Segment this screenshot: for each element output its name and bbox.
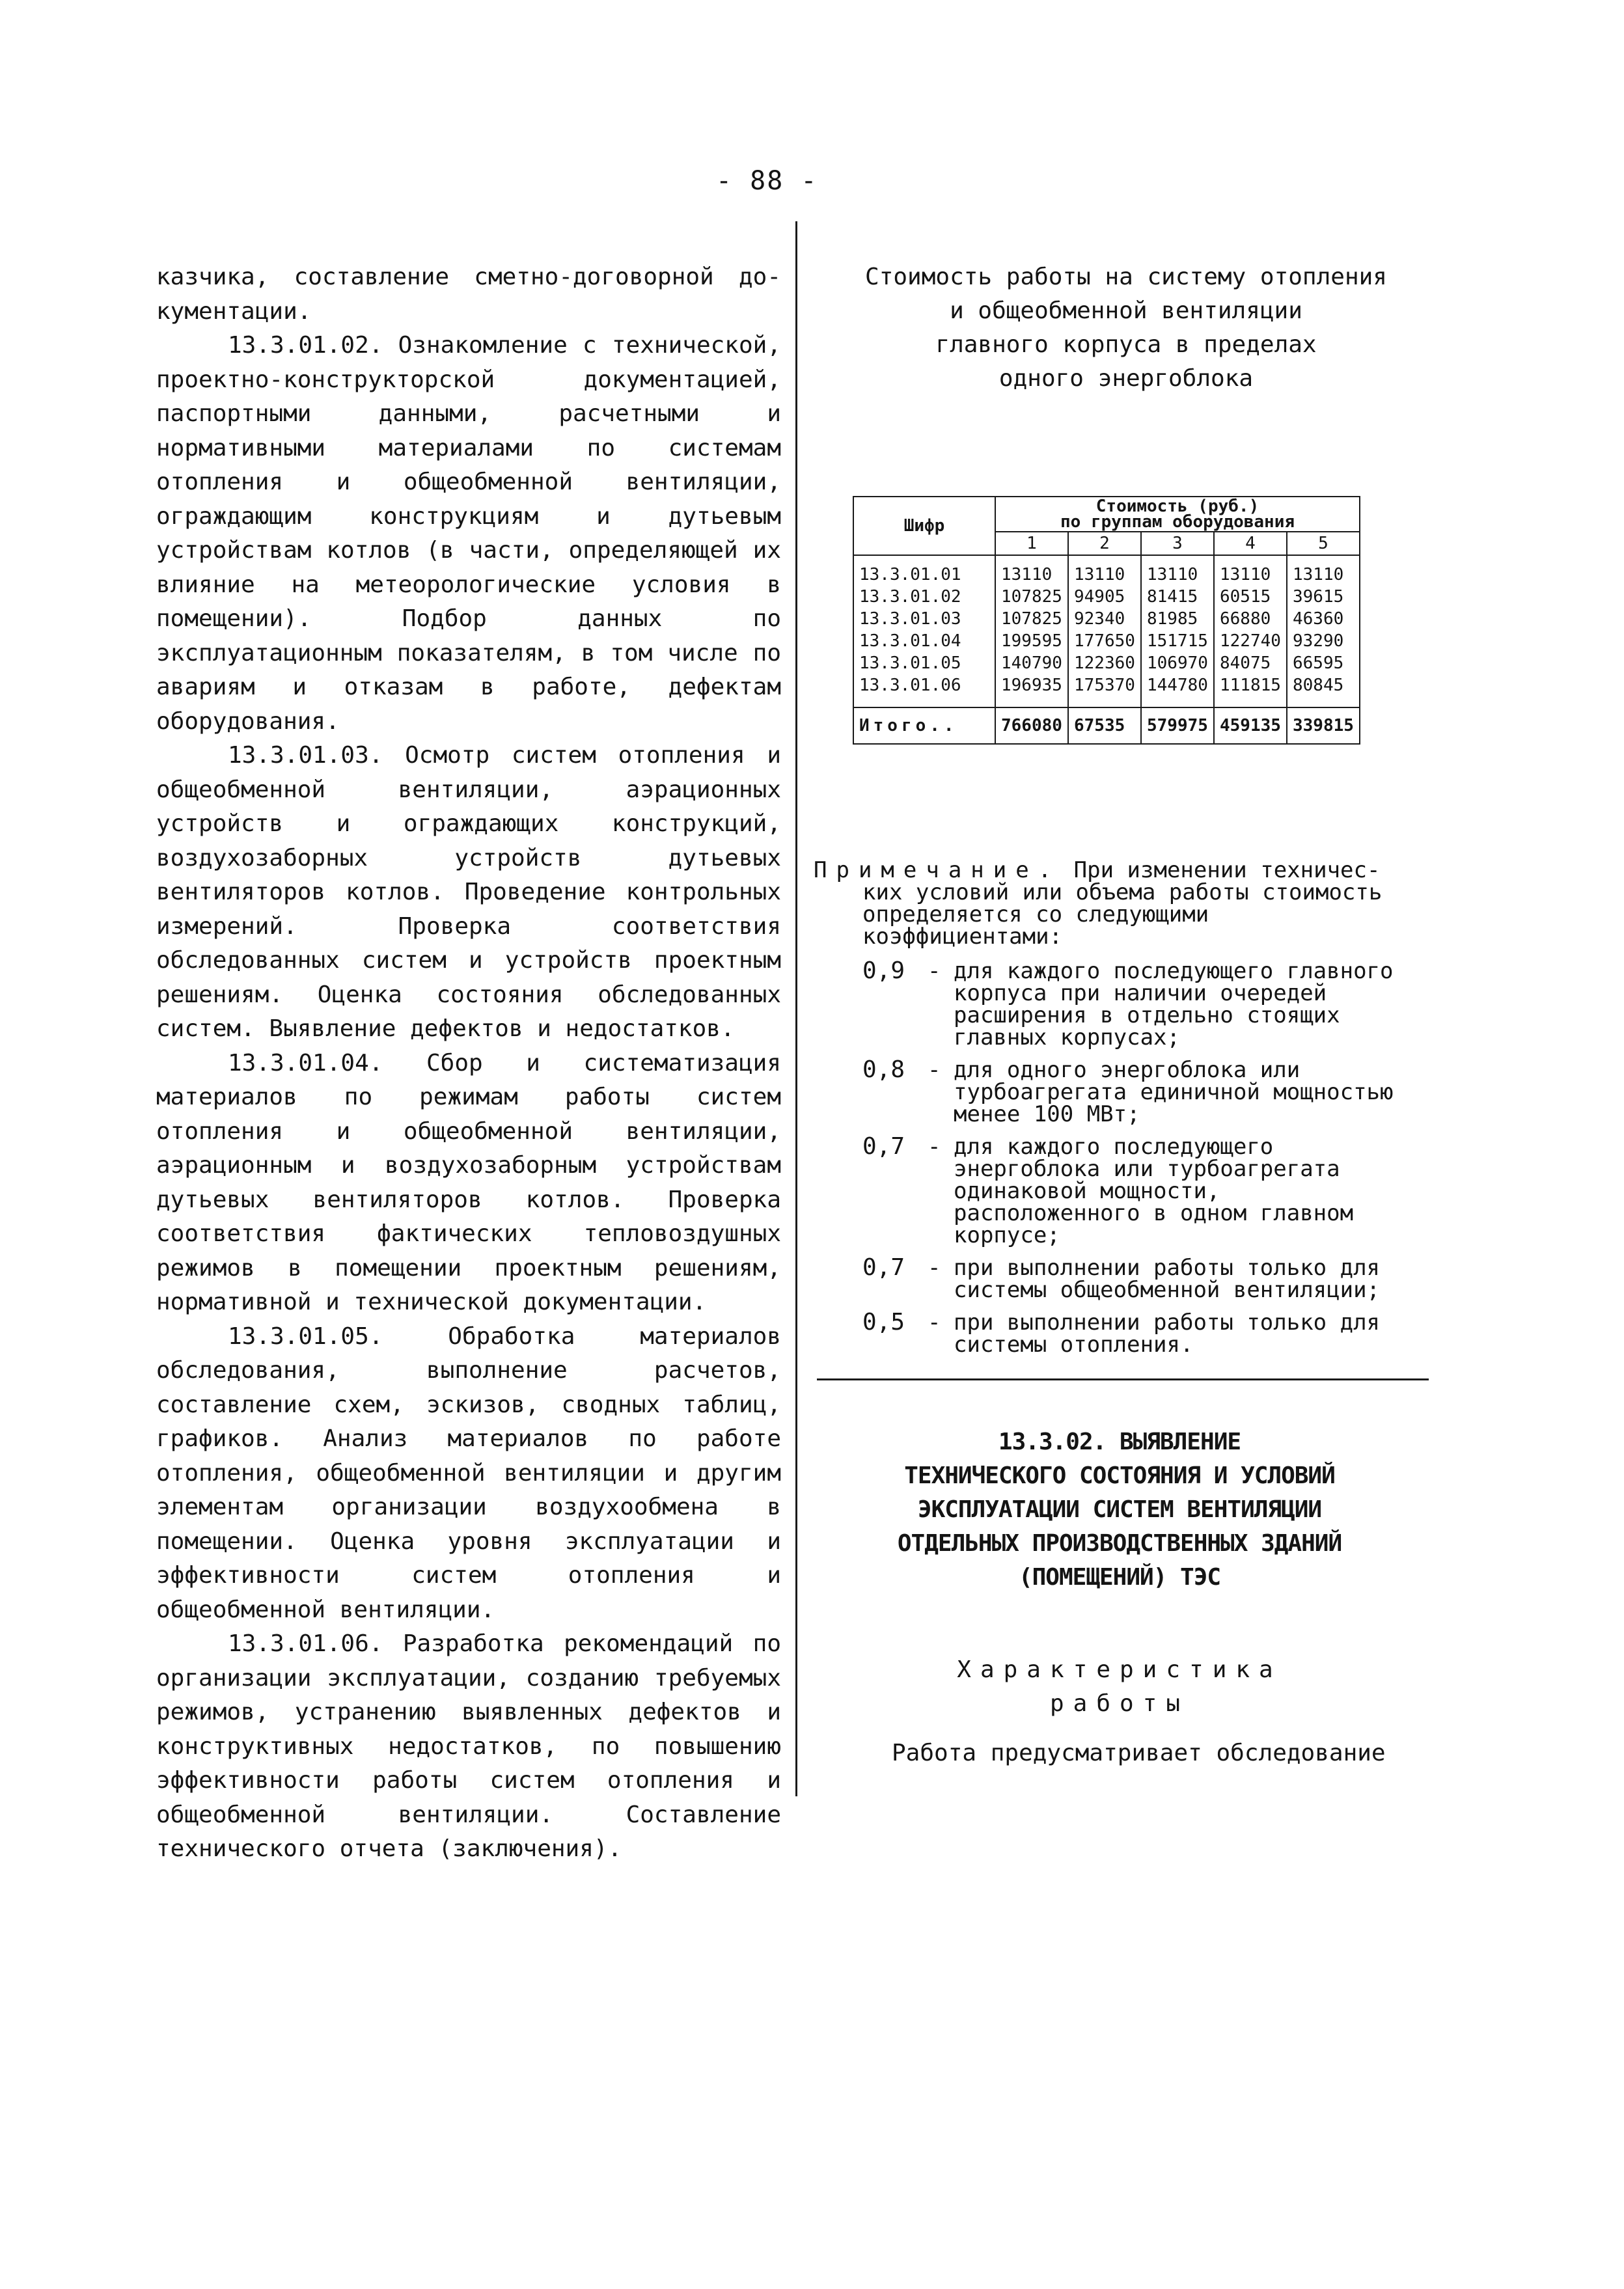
- paragraph-13-3-01-04: 13.3.01.04. Сбор и систематизация материалов по режимам работы систем отопления и общеобменной вентиляции, аэрационным и воздухозаборным устройствам дутьевых вентиляторов котлов. Проверка соответствия фактических тепловоздушных режимов в помещении проектным решениям, нормативной и технической документации.: [156, 1049, 781, 1315]
- note-lead: [814, 859, 1419, 948]
- coefficient-text: при выполнении работы только для системы общеобменной вентиляции;: [954, 1255, 1381, 1303]
- coefficient-text: для каждого последующего главного корпуса при наличии очередей расширения в отдельно стоящих главных корпусах;: [954, 958, 1394, 1050]
- table-cell: 144780: [1141, 674, 1214, 707]
- table-cell: 13110: [1068, 555, 1141, 586]
- table-title-line: Стоимость работы на систему отопления: [865, 264, 1387, 290]
- right-column: [814, 260, 1438, 1766]
- table-cell: 84075: [1214, 652, 1287, 674]
- characteristic-heading-line: Характеристика: [957, 1656, 1282, 1683]
- section-title-line: (ПОМЕЩЕНИЙ) ТЭС: [1018, 1564, 1221, 1591]
- coefficient-value: 0,7: [862, 1133, 905, 1160]
- section-title: [814, 1425, 1425, 1595]
- table-body: [853, 555, 1360, 707]
- coefficient-value: 0,5: [862, 1309, 905, 1336]
- coefficient-text: для одного энергоблока или турбоагрегата единичной мощностью менее 100 МВт;: [954, 1057, 1394, 1127]
- table-cell: 107825: [995, 608, 1068, 630]
- table-title-line: главного корпуса в пределах: [935, 331, 1317, 358]
- table-cell: 151715: [1141, 630, 1214, 652]
- characteristic-heading: [814, 1653, 1425, 1721]
- table-cell: 94905: [1068, 586, 1141, 608]
- coefficient-item: 0,5 - при выполнении работы только для системы отопления.: [862, 1311, 1419, 1356]
- row-code: 13.3.01.02: [853, 586, 995, 608]
- total-cell: 339815: [1287, 707, 1360, 744]
- table-cell: 13110: [1214, 555, 1287, 586]
- table-row: [853, 630, 1360, 652]
- coefficient-item: 0,7 - при выполнении работы только для системы общеобменной вентиляции;: [862, 1257, 1419, 1301]
- group-number: 4: [1214, 532, 1287, 555]
- table-cell: 93290: [1287, 630, 1360, 652]
- table-cell: 177650: [1068, 630, 1141, 652]
- coefficient-text: при выполнении работы только для системы отопления.: [954, 1309, 1381, 1358]
- total-cell: 766080: [995, 707, 1068, 744]
- table-title-line: одного энергоблока: [998, 365, 1254, 392]
- table-row: [853, 586, 1360, 608]
- total-cell: 579975: [1141, 707, 1214, 744]
- note-lead-first: При изменении техничес-: [1073, 857, 1381, 883]
- coefficient-text: для каждого последующего энергоблока или турбоагрегата одинаковой мощности, расположенного в одном главном корпусе;: [954, 1134, 1354, 1248]
- paragraph-13-3-01-03: 13.3.01.03. Осмотр систем отопления и общеобменной вентиляции, аэрационных устройств и ограждающих конструкций, воздухозаборных устройств дутьевых вентиляторов котлов. Проведение контрольных измерений. Проверка соответствия обследованных систем и устройств проектным решениям. Оценка состояния обследованных систем. Выявление дефектов и недостатков.: [156, 742, 781, 1042]
- coefficient-value: 0,8: [862, 1056, 905, 1083]
- code-header: Шифр: [853, 497, 995, 555]
- column-divider: [795, 221, 797, 1796]
- paragraph-13-3-01-02: 13.3.01.02. Ознакомление с технической, проектно-конструкторской документацией, паспортными данными, расчетными и нормативными материалами по системам отопления и общеобменной вентиляции, ограждающим конструкциям и дутьевым устройствам котлов (в части, определяющей их влияние на метеорологические условия в помещении). Подбор данных по эксплуатационным показателям, в том числе по авариям и отказам в работе, дефектам оборудования.: [156, 332, 781, 735]
- section-title-line: 13.3.02. ВЫЯВЛЕНИЕ: [998, 1429, 1241, 1455]
- table-cell: 39615: [1287, 586, 1360, 608]
- total-cell: 67535: [1068, 707, 1141, 744]
- paragraph-continuation: казчика, составление сметно-договорной до-кументации.: [156, 264, 781, 325]
- table-cell: 199595: [995, 630, 1068, 652]
- row-code: 13.3.01.06: [853, 674, 995, 707]
- group-header-line2: по группам оборудования: [1060, 512, 1295, 532]
- table-cell: 81985: [1141, 608, 1214, 630]
- group-header: [995, 497, 1360, 532]
- coefficient-item: 0,7 - для каждого последующего энергоблока или турбоагрегата одинаковой мощности, расположенного в одном главном корпусе;: [862, 1136, 1419, 1246]
- table-row: [853, 674, 1360, 707]
- table-cell: 111815: [1214, 674, 1287, 707]
- coefficient-item: 0,8 - для одного энергоблока или турбоагрегата единичной мощностью менее 100 МВт;: [862, 1059, 1419, 1125]
- total-label: Итого..: [853, 707, 995, 744]
- table-title-line: и общеобменной вентиляции: [950, 297, 1302, 324]
- work-description: Работа предусматривает обследование: [892, 1740, 1386, 1766]
- cost-table: [853, 496, 1360, 745]
- page-number: - 88 -: [716, 166, 818, 196]
- section-title-line: ЭКСПЛУАТАЦИИ СИСТЕМ ВЕНТИЛЯЦИИ: [917, 1496, 1322, 1523]
- table-cell: 13110: [1141, 555, 1214, 586]
- table-row: [853, 555, 1360, 586]
- coefficient-list: [862, 957, 1419, 1366]
- row-code: 13.3.01.05: [853, 652, 995, 674]
- coefficient-value: 0,7: [862, 1254, 905, 1281]
- group-header-line1: Стоимость (руб.): [1095, 497, 1259, 516]
- paragraph-13-3-01-05: 13.3.01.05. Обработка материалов обследования, выполнение расчетов, составление схем, эскизов, сводных таблиц, графиков. Анализ материалов по работе отопления, общеобменной вентиляции и другим элементам организации воздухообмена в помещении. Оценка уровня эксплуатации и эффективности систем отопления и общеобменной вентиляции.: [156, 1323, 781, 1623]
- note-lead-rest: ких условий или объема работы стоимость определяется со следующими коэффициентами:: [862, 879, 1383, 950]
- group-number: 2: [1068, 532, 1141, 555]
- coefficient-value: 0,9: [862, 957, 905, 984]
- row-code: 13.3.01.01: [853, 555, 995, 586]
- table-row: [853, 652, 1360, 674]
- table-cell: 66595: [1287, 652, 1360, 674]
- table-cell: 60515: [1214, 586, 1287, 608]
- table-cell: 140790: [995, 652, 1068, 674]
- table-cell: 66880: [1214, 608, 1287, 630]
- table-row: [853, 608, 1360, 630]
- coefficient-item: 0,9 - для каждого последующего главного корпуса при наличии очередей расширения в отдельно стоящих главных корпусах;: [862, 960, 1419, 1049]
- section-divider: [817, 1378, 1429, 1380]
- table-cell: 13110: [1287, 555, 1360, 586]
- characteristic-heading-line: работы: [1049, 1690, 1190, 1717]
- total-cell: 459135: [1214, 707, 1287, 744]
- note-label: Примечание.: [814, 857, 1061, 883]
- table-cell: 46360: [1287, 608, 1360, 630]
- total-row: [853, 707, 1360, 744]
- group-number: 3: [1141, 532, 1214, 555]
- table-cell: 107825: [995, 586, 1068, 608]
- table-cell: 175370: [1068, 674, 1141, 707]
- table-cell: 196935: [995, 674, 1068, 707]
- table-title: [833, 260, 1419, 396]
- paragraph-13-3-01-06: 13.3.01.06. Разработка рекомендаций по организации эксплуатации, созданию требуемых режимов, устранению выявленных дефектов и конструктивных недостатков, по повышению эффективности работы систем отопления и общеобменной вентиляции. Составление технического отчета (заключения).: [156, 1630, 781, 1862]
- table-cell: 122740: [1214, 630, 1287, 652]
- left-column: [156, 260, 781, 1867]
- table-cell: 92340: [1068, 608, 1141, 630]
- table-cell: 122360: [1068, 652, 1141, 674]
- table-cell: 13110: [995, 555, 1068, 586]
- group-number: 1: [995, 532, 1068, 555]
- table-cell: 81415: [1141, 586, 1214, 608]
- group-number: 5: [1287, 532, 1360, 555]
- section-title-line: ТЕХНИЧЕСКОГО СОСТОЯНИЯ И УСЛОВИЙ: [904, 1462, 1335, 1489]
- table-cell: 80845: [1287, 674, 1360, 707]
- section-title-line: ОТДЕЛЬНЫХ ПРОИЗВОДСТВЕННЫХ ЗДАНИЙ: [897, 1530, 1342, 1557]
- row-code: 13.3.01.04: [853, 630, 995, 652]
- table-cell: 106970: [1141, 652, 1214, 674]
- row-code: 13.3.01.03: [853, 608, 995, 630]
